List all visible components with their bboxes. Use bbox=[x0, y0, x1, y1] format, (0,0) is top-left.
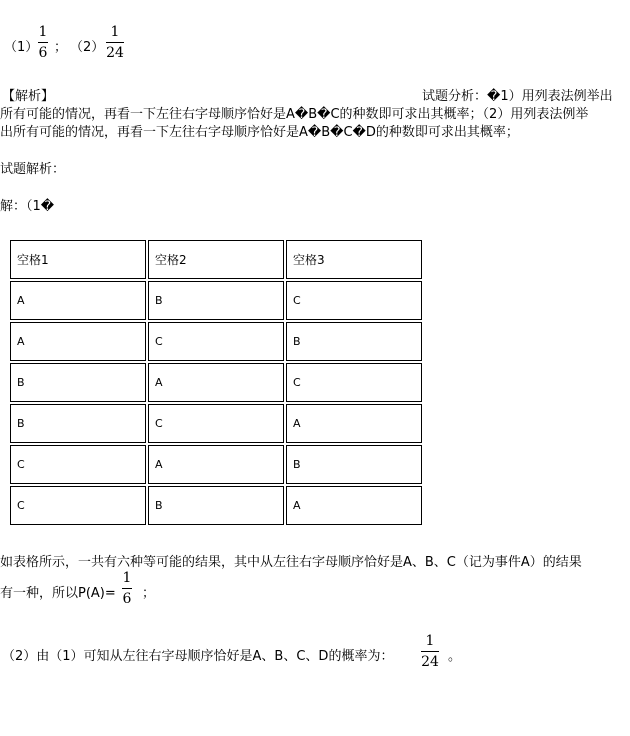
fraction-denominator: 6 bbox=[122, 591, 132, 607]
fraction-bar bbox=[122, 588, 132, 589]
table-cell: B bbox=[148, 486, 284, 525]
fraction-denominator: 24 bbox=[421, 654, 439, 670]
fraction-numerator: 1 bbox=[425, 633, 435, 649]
table-cell: A bbox=[148, 363, 284, 402]
fraction-numerator: 1 bbox=[110, 24, 120, 40]
part2-fraction bbox=[421, 633, 439, 670]
fraction-bar bbox=[421, 651, 439, 652]
table-row bbox=[10, 322, 422, 361]
table-row bbox=[10, 486, 422, 525]
table-cell: A bbox=[10, 322, 146, 361]
table-cell: C bbox=[10, 445, 146, 484]
part2-text: （2）由（1）可知从左往右字母顺序恰好是A、B、C、D的概率为： bbox=[2, 649, 394, 664]
table-cell: B bbox=[10, 363, 146, 402]
conclusion-suffix: ； bbox=[142, 586, 156, 601]
table-row bbox=[10, 404, 422, 443]
table-row bbox=[10, 445, 422, 484]
analysis-line-2: 所有可能的情况，再看一下左往右字母顺序恰好是A�B�C的种数即可求出其概率；（2）用列表法例举 bbox=[0, 107, 589, 122]
conclusion-line-1: 如表格所示，一共有六种等可能的结果，其中从左往右字母顺序恰好是A、B、C（记为事件A）的结果 bbox=[0, 555, 582, 570]
table-header-row bbox=[10, 240, 422, 279]
table-cell: C bbox=[286, 281, 422, 320]
fraction-bar bbox=[38, 42, 48, 43]
table-cell: A bbox=[10, 281, 146, 320]
table-cell: B bbox=[148, 281, 284, 320]
table-cell: B bbox=[286, 322, 422, 361]
answer-part1-label: （1） bbox=[4, 40, 39, 55]
table-row bbox=[10, 363, 422, 402]
answer-fraction-1-6 bbox=[38, 24, 48, 61]
answer-part2-label: （2） bbox=[70, 40, 105, 55]
table-cell: A bbox=[286, 404, 422, 443]
table-cell: C bbox=[286, 363, 422, 402]
answer-fraction-1-24 bbox=[106, 24, 124, 61]
table-header-cell: 空格2 bbox=[148, 240, 284, 279]
conclusion-fraction bbox=[122, 570, 132, 607]
conclusion-line-2: 有一种，所以P(A)= bbox=[0, 586, 116, 601]
fraction-denominator: 6 bbox=[38, 45, 48, 61]
fraction-denominator: 24 bbox=[106, 45, 124, 61]
table-cell: B bbox=[286, 445, 422, 484]
table-row bbox=[10, 281, 422, 320]
analysis-tag: 【解析】 bbox=[2, 89, 55, 104]
analysis-line-1: 试题分析：�1）用列表法例举出 bbox=[422, 89, 613, 104]
table-cell: C bbox=[148, 322, 284, 361]
table-header-cell: 空格3 bbox=[286, 240, 422, 279]
part2-suffix: 。 bbox=[448, 649, 462, 664]
fraction-bar bbox=[106, 42, 124, 43]
solution-title: 试题解析： bbox=[0, 162, 66, 177]
table-cell: A bbox=[148, 445, 284, 484]
solution-intro: 解：（1� bbox=[0, 199, 55, 214]
table-header-cell: 空格1 bbox=[10, 240, 146, 279]
fraction-numerator: 1 bbox=[122, 570, 132, 586]
table-cell: B bbox=[10, 404, 146, 443]
table-cell: C bbox=[10, 486, 146, 525]
fraction-numerator: 1 bbox=[38, 24, 48, 40]
table-cell: C bbox=[148, 404, 284, 443]
arrangement-table bbox=[8, 238, 424, 527]
table-cell: A bbox=[286, 486, 422, 525]
analysis-line-3: 出所有可能的情况，再看一下左往右字母顺序恰好是A�B�C�D的种数即可求出其概率； bbox=[0, 125, 519, 140]
answer-separator: ； bbox=[54, 40, 68, 55]
